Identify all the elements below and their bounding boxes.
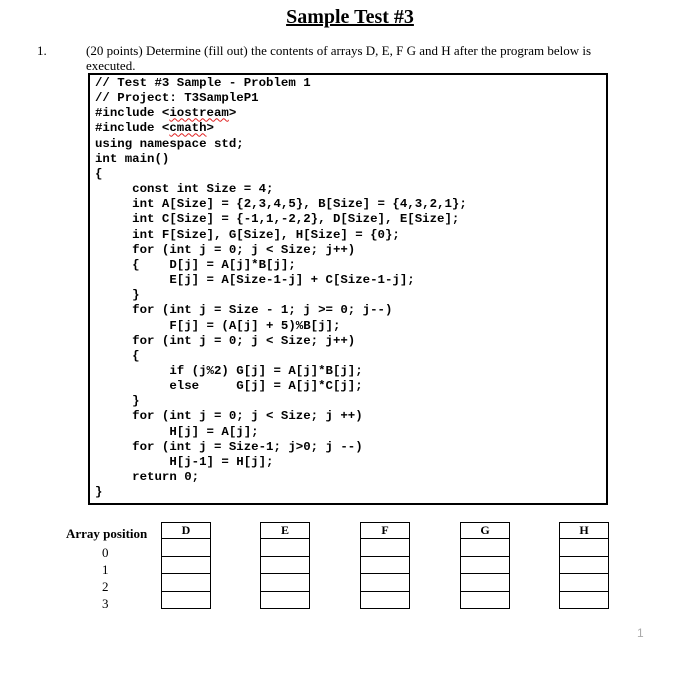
answer-cell[interactable] (161, 557, 211, 575)
code-listing (95, 76, 467, 500)
code-line: using namespace std; (95, 136, 244, 151)
code-line: H[j-1] = H[j]; (95, 454, 274, 469)
answer-cell[interactable] (460, 557, 510, 575)
code-line: for (int j = Size-1; j>0; j --) (95, 439, 363, 454)
page-number: 1 (637, 626, 644, 640)
array-table-f (360, 522, 410, 609)
code-box (88, 73, 608, 505)
answer-cell[interactable] (260, 592, 310, 610)
code-line: { (95, 166, 103, 181)
array-header: G (460, 522, 510, 539)
code-line: { (95, 348, 140, 363)
answer-cell[interactable] (161, 574, 211, 592)
code-line: F[j] = (A[j] + 5)%B[j]; (95, 318, 341, 333)
code-line: for (int j = 0; j < Size; j ++) (95, 409, 363, 424)
answer-cell[interactable] (460, 592, 510, 610)
code-line: #include < (95, 106, 170, 121)
array-header: D (161, 522, 211, 539)
code-line: // Test #3 Sample - Problem 1 (95, 76, 311, 90)
code-line: for (int j = Size - 1; j >= 0; j--) (95, 303, 393, 318)
code-line: } (95, 394, 140, 409)
array-header: E (260, 522, 310, 539)
array-header: F (360, 522, 410, 539)
answer-cell[interactable] (360, 592, 410, 610)
code-line: E[j] = A[Size-1-j] + C[Size-1-j]; (95, 273, 415, 288)
position-label: 1 (102, 562, 109, 577)
code-line: int F[Size], G[Size], H[Size] = {0}; (95, 227, 400, 242)
code-line: H[j] = A[j]; (95, 424, 259, 439)
answer-cell[interactable] (559, 539, 609, 557)
code-token: > (206, 121, 214, 136)
array-position-label: Array position (66, 526, 148, 541)
answer-cell[interactable] (559, 592, 609, 610)
code-line: for (int j = 0; j < Size; j++) (95, 333, 356, 348)
code-line: for (int j = 0; j < Size; j++) (95, 242, 356, 257)
array-table-g (460, 522, 510, 609)
position-label: 0 (102, 545, 109, 560)
code-line: int main() (95, 151, 170, 166)
code-line: } (95, 288, 140, 303)
array-table-h (559, 522, 609, 609)
page-title: Sample Test #3 (286, 6, 414, 28)
answer-cell[interactable] (460, 539, 510, 557)
answer-cell[interactable] (559, 574, 609, 592)
question-number: 1. (37, 43, 47, 58)
question-text: (20 points) Determine (fill out) the contents of arrays D, E, F G and H after the program below is executed. (86, 43, 592, 73)
array-header: H (559, 522, 609, 539)
code-line: // Project: T3SampleP1 (95, 91, 259, 106)
answer-cell[interactable] (260, 539, 310, 557)
spellcheck-word: cmath (169, 121, 207, 136)
code-line: else G[j] = A[j]*C[j]; (95, 379, 363, 394)
code-line: const int Size = 4; (95, 182, 274, 197)
code-line: { D[j] = A[j]*B[j]; (95, 257, 296, 272)
position-label: 2 (102, 579, 109, 594)
answer-cell[interactable] (260, 557, 310, 575)
spellcheck-word: iostream (169, 106, 229, 121)
code-line: } (95, 485, 103, 500)
answer-cell[interactable] (559, 557, 609, 575)
array-table-d (161, 522, 211, 609)
answer-cell[interactable] (360, 539, 410, 557)
code-line: #include < (95, 121, 170, 136)
array-table-e (260, 522, 310, 609)
answer-cell[interactable] (260, 574, 310, 592)
position-label: 3 (102, 596, 109, 611)
answer-cell[interactable] (460, 574, 510, 592)
answer-cell[interactable] (161, 539, 211, 557)
code-token: > (228, 106, 237, 121)
answer-cell[interactable] (161, 592, 211, 610)
code-line: return 0; (95, 470, 200, 485)
code-line: if (j%2) G[j] = A[j]*B[j]; (95, 363, 363, 378)
answer-cell[interactable] (360, 574, 410, 592)
answer-cell[interactable] (360, 557, 410, 575)
code-line: int C[Size] = {-1,1,-2,2}, D[Size], E[Size]; (95, 212, 460, 227)
code-line: int A[Size] = {2,3,4,5}, B[Size] = {4,3,2,1}; (95, 197, 467, 212)
